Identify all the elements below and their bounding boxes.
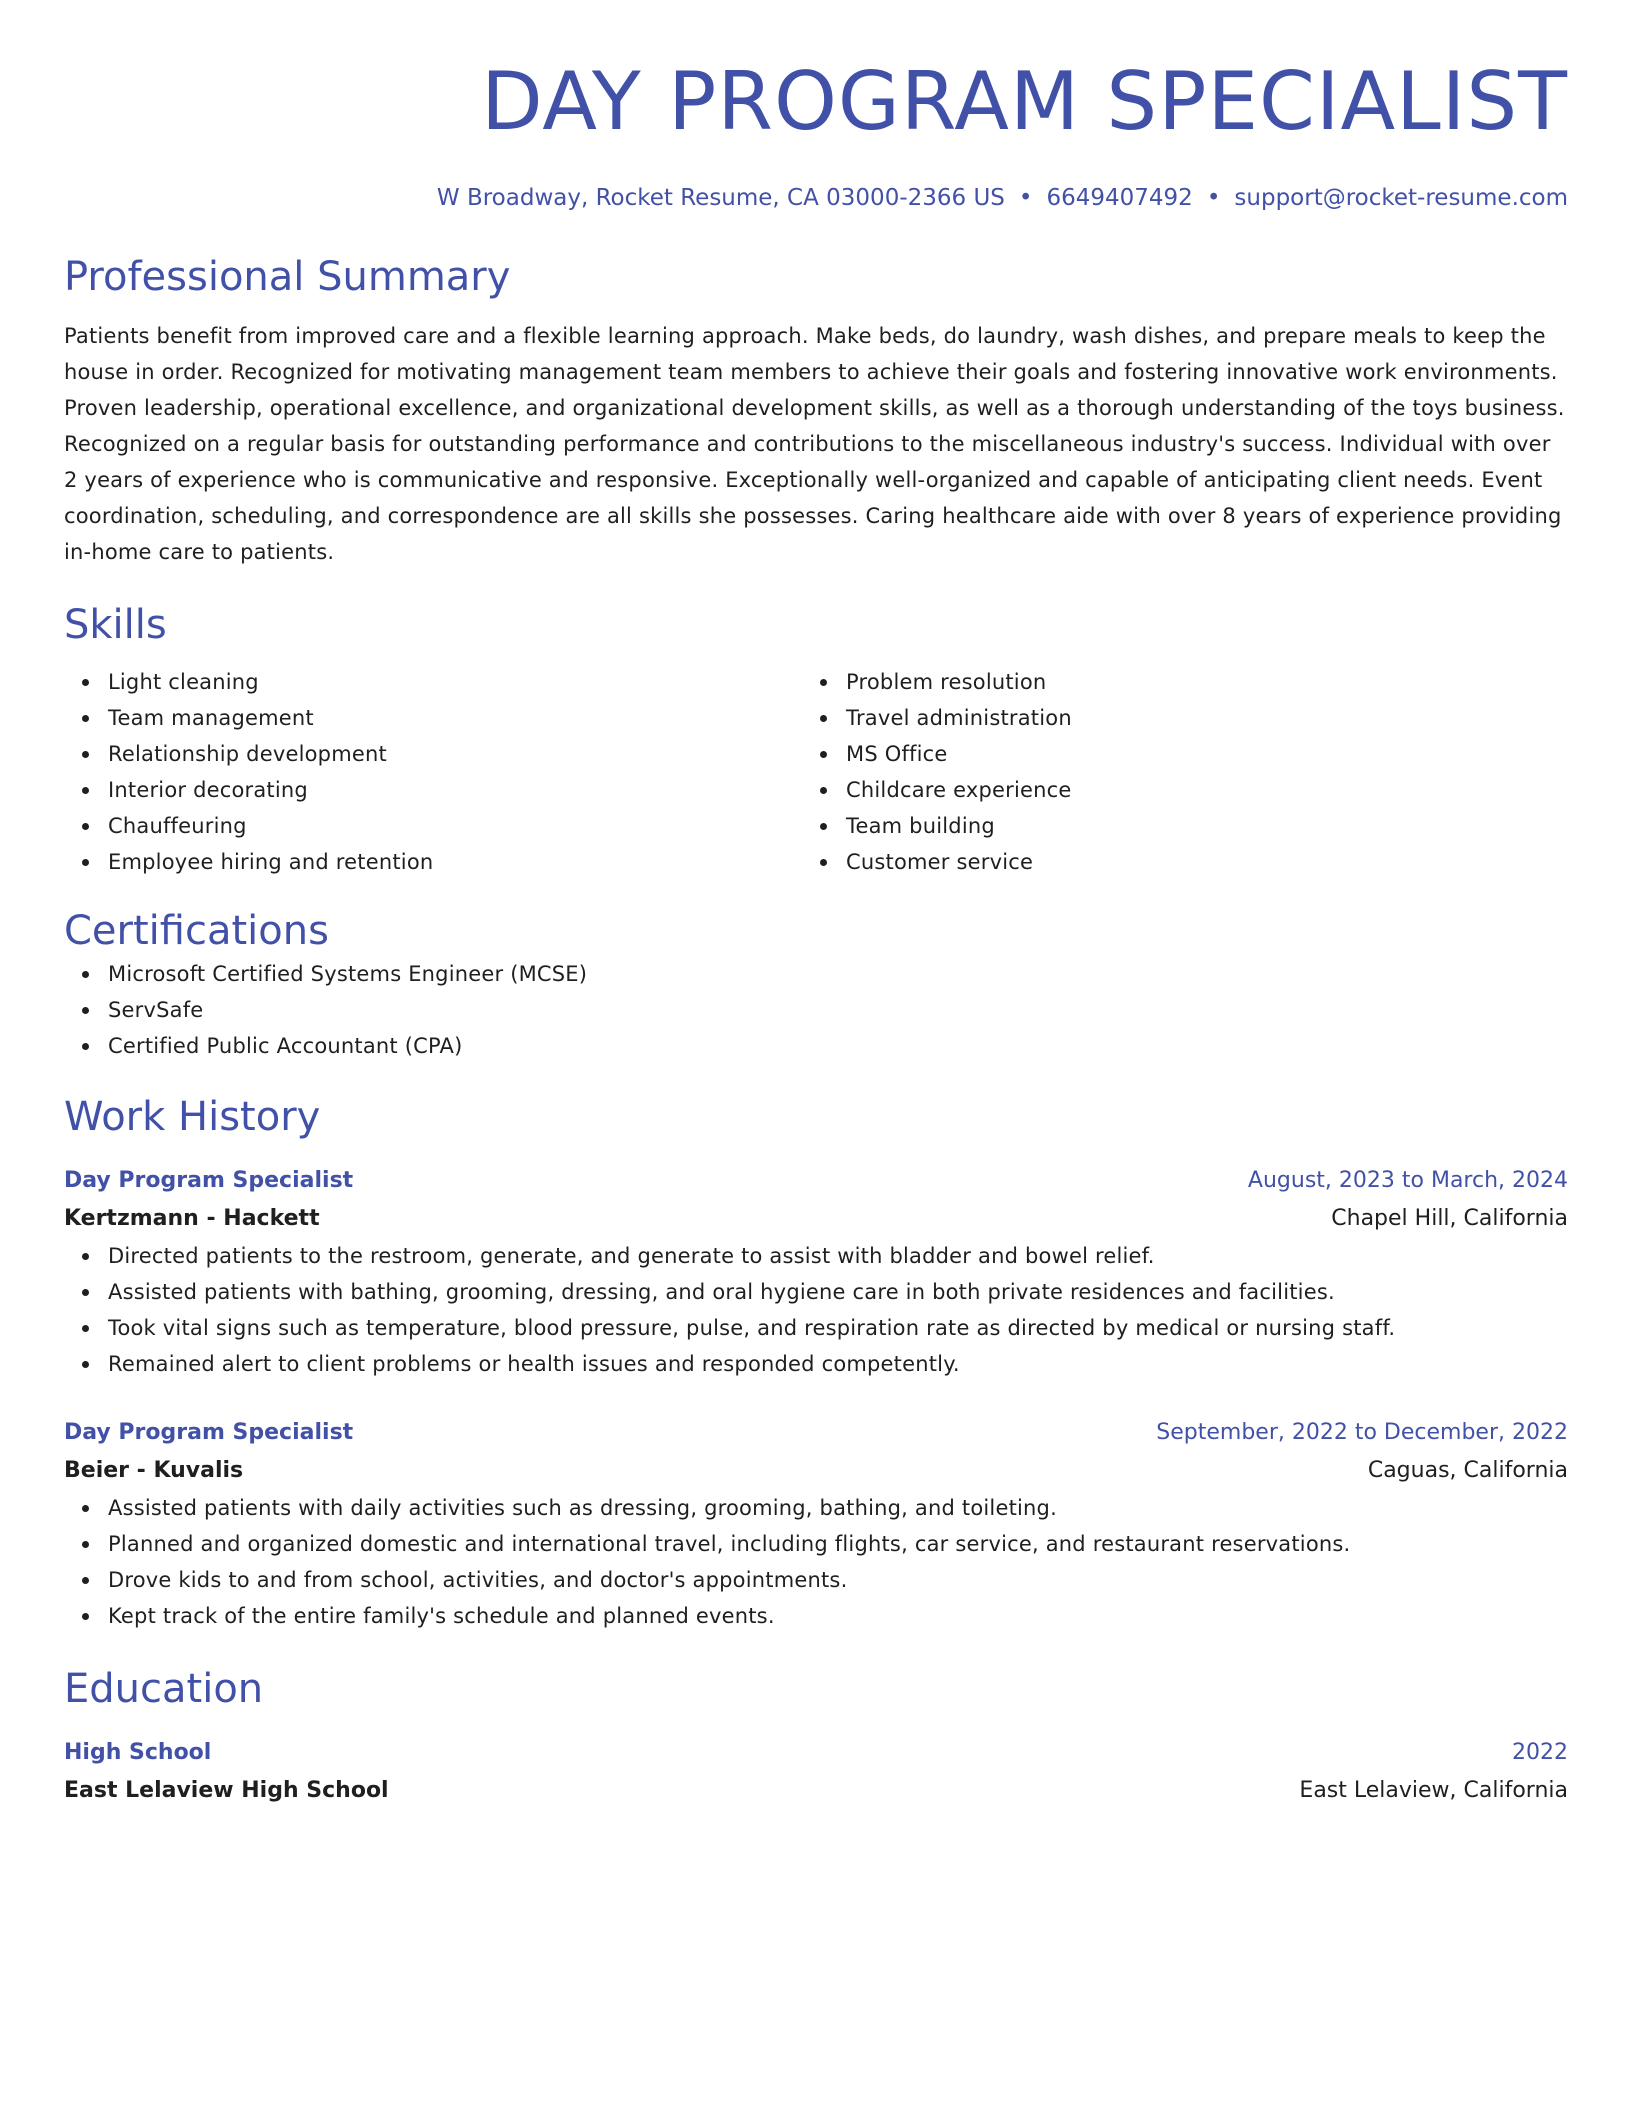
job-entry (64, 1414, 1568, 1634)
skill-item: Relationship development (108, 736, 802, 772)
education-heading: Education (64, 1666, 264, 1712)
skills-heading: Skills (64, 602, 167, 648)
skill-item: Interior decorating (108, 772, 802, 808)
contact-email: support@rocket-resume.com (1234, 185, 1568, 211)
education-location: East Lelaview, California (1299, 1778, 1568, 1803)
skills-column-right (802, 664, 1540, 880)
summary-text: Patients benefit from improved care and a flexible learning approach. Make beds, do laundry, wash dishes, and prepare meals to keep the house in order. Recognized for motivating management team members to achieve their goals and fostering innovative work environments. Proven leadership, operational excellence, and organizational development skills, as well as a thorough understanding of the toys business. Recognized on a regular basis for outstanding performance and contributions to the miscellaneous industry's success. Individual with over 2 years of experience who is communicative and responsive. Exceptionally well-organized and capable of anticipating client needs. Event coordination, scheduling, and correspondence are all skills she possesses. Caring healthcare aide with over 8 years of experience providing in-home care to patients. (64, 324, 1565, 564)
job-bullets (64, 1238, 1568, 1382)
work-history-heading: Work History (64, 1094, 321, 1140)
job-location: Chapel Hill, California (1331, 1206, 1568, 1231)
resume-name: DAY PROGRAM SPECIALIST (481, 55, 1568, 148)
job-company: Beier - Kuvalis (64, 1458, 244, 1483)
skill-item: Team management (108, 700, 802, 736)
job-company: Kertzmann - Hackett (64, 1206, 320, 1231)
job-dates: September, 2022 to December, 2022 (1156, 1420, 1568, 1445)
certification-item: Certified Public Accountant (CPA) (108, 1028, 1568, 1064)
skill-item: Childcare experience (846, 772, 1540, 808)
skill-item: Team building (846, 808, 1540, 844)
job-bullet: Assisted patients with bathing, grooming, dressing, and oral hygiene care in both private residences and facilities. (108, 1274, 1568, 1310)
job-title: Day Program Specialist (64, 1420, 354, 1445)
contact-address: W Broadway, Rocket Resume, CA 03000-2366 US (436, 185, 1005, 211)
job-bullet: Took vital signs such as temperature, blood pressure, pulse, and respiration rate as directed by medical or nursing staff. (108, 1310, 1568, 1346)
skills-column-left (64, 664, 802, 880)
job-dates: August, 2023 to March, 2024 (1247, 1168, 1568, 1193)
job-title: Day Program Specialist (64, 1168, 354, 1193)
education-degree: High School (64, 1740, 212, 1765)
job-location: Caguas, California (1367, 1458, 1568, 1483)
skill-item: Problem resolution (846, 664, 1540, 700)
job-bullet: Drove kids to and from school, activities, and doctor's appointments. (108, 1562, 1568, 1598)
education-header-row (64, 1734, 1568, 1772)
skill-item: Chauffeuring (108, 808, 802, 844)
skills-grid (64, 664, 1568, 880)
certification-item: Microsoft Certified Systems Engineer (MCSE) (108, 956, 1568, 992)
job-bullet: Assisted patients with daily activities such as dressing, grooming, bathing, and toileting. (108, 1490, 1568, 1526)
education-year: 2022 (1512, 1740, 1568, 1765)
job-entry (64, 1162, 1568, 1382)
skill-item: Travel administration (846, 700, 1540, 736)
certification-item: ServSafe (108, 992, 1568, 1028)
education-school: East Lelaview High School (64, 1778, 389, 1803)
skill-item: MS Office (846, 736, 1540, 772)
skill-item: Light cleaning (108, 664, 802, 700)
job-bullet: Directed patients to the restroom, generate, and generate to assist with bladder and bowel relief. (108, 1238, 1568, 1274)
job-bullet: Kept track of the entire family's schedule and planned events. (108, 1598, 1568, 1634)
contact-phone: 6649407492 (1046, 185, 1193, 211)
job-bullets (64, 1490, 1568, 1634)
job-header-row (64, 1162, 1568, 1200)
job-company-row (64, 1452, 1568, 1490)
contact-separator: • (1206, 185, 1221, 211)
job-bullet: Remained alert to client problems or health issues and responded competently. (108, 1346, 1568, 1382)
job-bullet: Planned and organized domestic and international travel, including flights, car service, and restaurant reservations. (108, 1526, 1568, 1562)
contact-line (64, 182, 1568, 214)
skill-item: Customer service (846, 844, 1540, 880)
contact-separator: • (1018, 185, 1033, 211)
education-school-row (64, 1772, 1568, 1810)
summary-heading: Professional Summary (64, 254, 511, 300)
skill-item: Employee hiring and retention (108, 844, 802, 880)
certifications-list (64, 956, 1568, 1064)
job-company-row (64, 1200, 1568, 1238)
certifications-heading: Certifications (64, 908, 329, 954)
job-header-row (64, 1414, 1568, 1452)
education-entry (64, 1734, 1568, 1810)
